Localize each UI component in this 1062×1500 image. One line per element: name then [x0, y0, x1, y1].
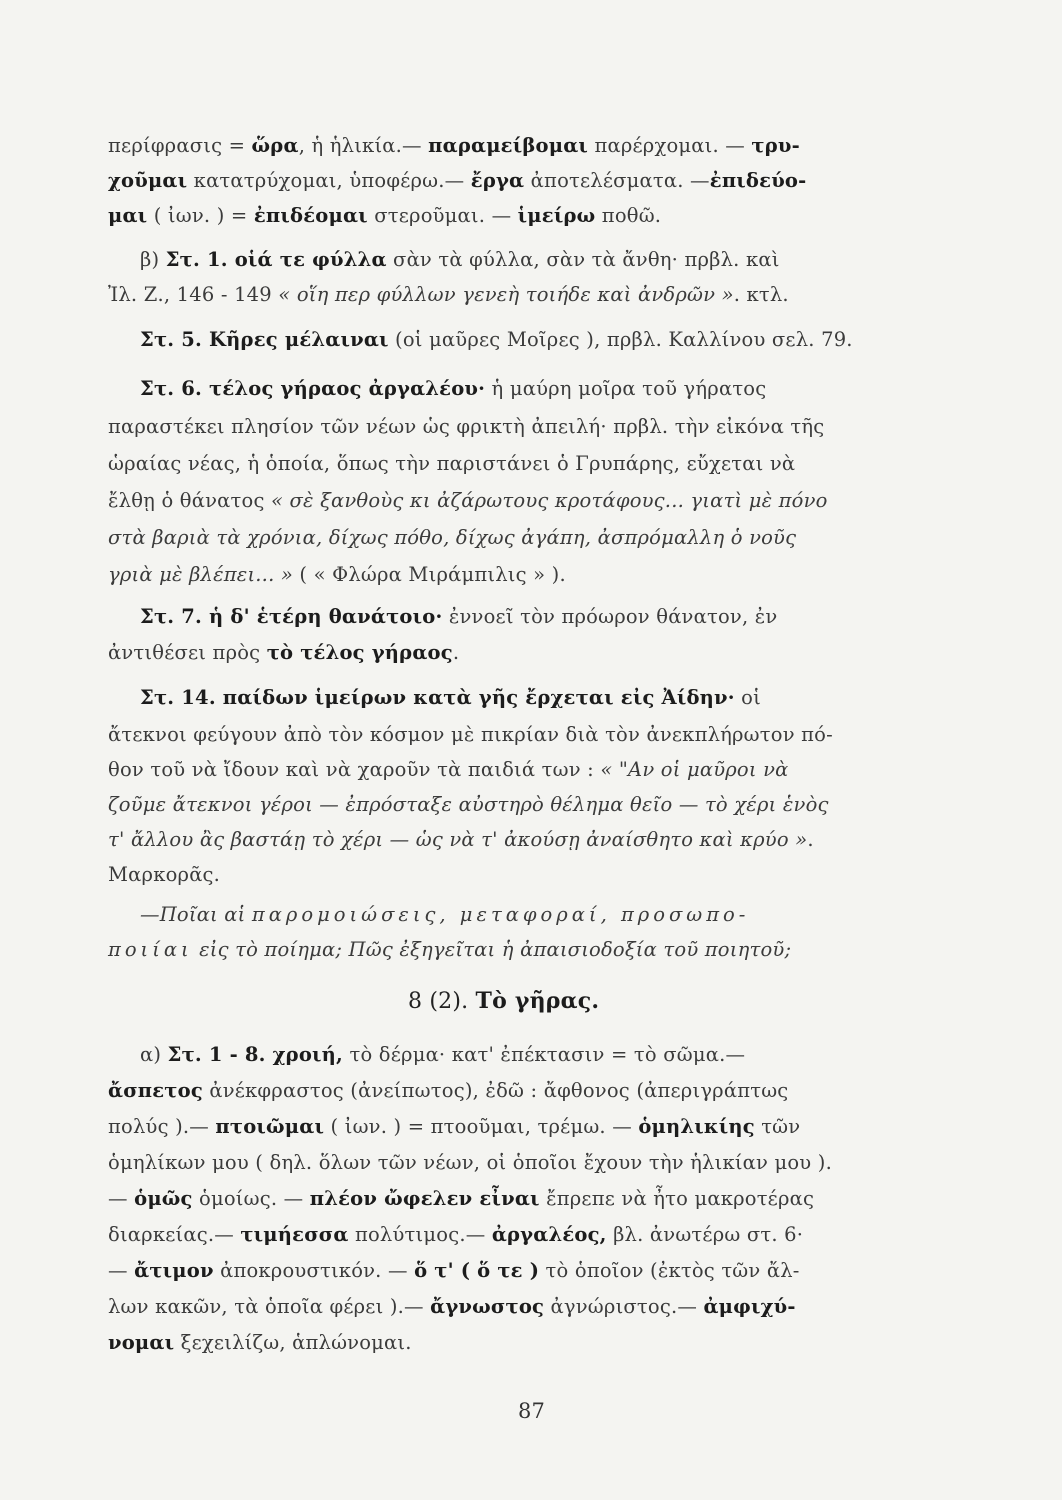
- text-line: [140, 602, 777, 632]
- text-line: [108, 166, 806, 196]
- italic-quote: « σὲ ξανθοὺς κι ἀζάρωτους κροτάφους... γιατὶ μὲ πόνο: [270, 489, 828, 512]
- text-run: περίφρασις =: [108, 134, 252, 157]
- section-number: 8 (2).: [408, 989, 476, 1014]
- text-line: [108, 790, 829, 820]
- text-line: [108, 1112, 800, 1142]
- text-line: [108, 486, 828, 516]
- text-run: .: [452, 641, 460, 664]
- bold-term: παραμείβομαι: [428, 134, 589, 157]
- text-line: [108, 1184, 814, 1214]
- text-line: [108, 825, 814, 855]
- bold-term: Στ. 6. τέλος γήραος ἀργαλέου·: [140, 377, 486, 400]
- text-line: [140, 245, 780, 275]
- text-line: [108, 638, 459, 668]
- bold-term: ἀργαλέος,: [491, 1223, 607, 1246]
- text-line: [140, 1040, 745, 1070]
- text-run: . κτλ.: [733, 283, 789, 306]
- text-line: [140, 374, 766, 404]
- text-run: ἔλθῃ ὁ θάνατος: [108, 489, 271, 512]
- text-run: ἐννοεῖ τὸν πρόωρον θάνατον, ἐν: [442, 605, 778, 628]
- text-run: ἀγνώριστος.—: [544, 1295, 704, 1318]
- text-run: στεροῦμαι. —: [367, 204, 518, 227]
- text-line: [140, 683, 761, 713]
- text-run: ἀποτελέσματα. —: [524, 169, 710, 192]
- italic-question: εἰς τὸ ποίημα; Πῶς ἐξηγεῖται ἡ ἀπαισιοδοξία τοῦ ποιητοῦ;: [192, 938, 792, 961]
- bold-term: Στ. 14. παίδων ἱμείρων κατὰ γῆς ἔρχεται εἰς Ἀίδην·: [140, 686, 735, 709]
- bold-term: χοῦμαι: [108, 169, 188, 192]
- bold-term: πλέον ὤφελεν εἶναι: [309, 1187, 540, 1210]
- text-line: [108, 201, 661, 231]
- bold-term: ὁμῶς: [134, 1187, 193, 1210]
- text-line: [108, 1076, 788, 1106]
- spaced-terms: ποιίαι: [108, 938, 193, 961]
- text-line: [108, 560, 566, 590]
- text-run: ἀντιθέσει πρὸς: [108, 641, 267, 664]
- italic-quote: « "Αν οἱ μαῦροι νὰ: [600, 758, 789, 781]
- text-line: [108, 1256, 800, 1286]
- bold-term: ἐπιδεύο-: [709, 169, 807, 192]
- bold-term: ἄσπετος: [108, 1079, 203, 1102]
- bold-term: νομαι: [108, 1331, 175, 1354]
- bold-term: τρυ-: [751, 134, 800, 157]
- text-run: Ἰλ. Ζ., 146 - 149: [108, 283, 279, 306]
- text-run: σὰν τὰ φύλλα, σὰν τὰ ἄνθη· πρβλ. καὶ: [386, 248, 780, 271]
- bold-term: Στ. 1 - 8. χροιή,: [167, 1043, 344, 1066]
- text-run: ( ἰων. ) = πτοοῦμαι, τρέμω. —: [324, 1115, 639, 1138]
- text-run: βλ. ἀνωτέρω στ. 6·: [606, 1223, 804, 1246]
- italic-quote: ζοῦμε ἄτεκνοι γέροι — ἐπρόσταξε αὐστηρὸ θέλημα θεῖο — τὸ χέρι ἑνὸς: [108, 793, 829, 816]
- text-line: [140, 325, 853, 355]
- text-run: ὁμηλίκων μου ( δηλ. ὅλων τῶν νέων, οἱ ὁποῖοι ἔχουν τὴν ἡλικίαν μου ).: [108, 1151, 832, 1174]
- text-run: β): [140, 248, 166, 271]
- text-line: [108, 280, 789, 310]
- text-run: —: [108, 1259, 135, 1282]
- bold-term: ὁμηλικίης: [638, 1115, 755, 1138]
- text-run: πολύτιμος.—: [348, 1223, 492, 1246]
- text-line: [108, 131, 800, 161]
- bold-term: Στ. 1. οἱά τε φύλλα: [165, 248, 387, 271]
- spaced-terms: παρομοιώσεις, μεταφοραί, προσωπο-: [251, 903, 750, 926]
- text-run: λων κακῶν, τὰ ὁποῖα φέρει ).—: [108, 1295, 431, 1318]
- text-run: ἄτεκνοι φεύγουν ἀπὸ τὸν κόσμον μὲ πικρίαν διὰ τὸν ἀνεκπλήρωτον πό-: [108, 723, 833, 746]
- text-run: ποθῶ.: [595, 204, 662, 227]
- text-run: πολύς ).—: [108, 1115, 216, 1138]
- text-run: α): [140, 1043, 168, 1066]
- text-run: τῶν: [754, 1115, 801, 1138]
- bold-term: ὥρα: [251, 134, 299, 157]
- text-run: παραστέκει πλησίον τῶν νέων ὡς φρικτὴ ἀπειλή· πρβλ. τὴν εἰκόνα τῆς: [108, 415, 825, 438]
- text-run: (οἱ μαῦρες Μοῖρες ), πρβλ. Καλλίνου σελ. 79.: [388, 328, 853, 351]
- italic-quote: τ' ἄλλου ἂς βαστάῃ τὸ χέρι — ὡς νὰ τ' ἀκούσῃ ἀναίσθητο καὶ κρύο »: [108, 828, 808, 851]
- bold-term: ἐπιδέομαι: [253, 204, 368, 227]
- text-run: οἱ: [734, 686, 761, 709]
- text-run: ( « Φλώρα Μιράμπιλις » ).: [293, 563, 566, 586]
- text-run: , ἡ ἡλικία.—: [298, 134, 429, 157]
- text-run: Μαρκορᾶς.: [108, 863, 221, 886]
- bold-term: ἱμείρω: [517, 204, 596, 227]
- bold-term: μαι: [108, 204, 148, 227]
- text-run: .: [807, 828, 814, 851]
- text-run: —: [108, 1187, 135, 1210]
- page-number: 87: [518, 1399, 546, 1423]
- text-line: [140, 900, 749, 930]
- text-run: κατατρύχομαι, ὑποφέρω.—: [187, 169, 471, 192]
- text-run: ὡραίας νέας, ἡ ὁποία, ὅπως τὴν παριστάνει ὁ Γρυπάρης, εὔχεται νὰ: [108, 452, 796, 475]
- italic-question: —Ποῖαι αἱ: [140, 903, 252, 926]
- text-line: [108, 449, 795, 479]
- italic-quote: γριὰ μὲ βλέπει... »: [108, 563, 294, 586]
- text-line: [108, 755, 789, 785]
- bold-term: Στ. 5. Κῆρες μέλαιναι: [140, 328, 389, 351]
- text-run: ὁμοίως. —: [192, 1187, 310, 1210]
- text-line: [108, 1328, 412, 1358]
- text-run: ἡ μαύρη μοῖρα τοῦ γήρατος: [485, 377, 767, 400]
- text-line: [108, 860, 220, 890]
- italic-quote: στὰ βαριὰ τὰ χρόνια, δίχως πόθο, δίχως ἀγάπη, ἀσπρόμαλλη ὁ νοῦς: [108, 526, 797, 549]
- bold-term: τιμήεσσα: [240, 1223, 349, 1246]
- bold-term: ὅ τ' ( ὅ τε ): [414, 1259, 540, 1282]
- section-title: Τὸ γῆρας.: [475, 988, 600, 1014]
- text-run: θον τοῦ νὰ ἴδουν καὶ νὰ χαροῦν τὰ παιδιά των :: [108, 758, 601, 781]
- bold-term: Στ. 7. ἡ δ' ἑτέρη θανάτοιο·: [140, 605, 443, 628]
- section-heading: [408, 986, 599, 1017]
- text-line: [108, 1220, 803, 1250]
- bold-term: ἔργα: [470, 169, 525, 192]
- text-line: [108, 720, 833, 750]
- text-line: [108, 1292, 796, 1322]
- bold-term: ἄτιμον: [134, 1259, 214, 1282]
- text-line: [108, 523, 796, 553]
- text-line: [108, 1148, 832, 1178]
- text-run: ( ἰων. ) =: [147, 204, 254, 227]
- bold-term: ἄγνωστος: [430, 1295, 545, 1318]
- text-run: τὸ δέρμα· κατ' ἐπέκτασιν = τὸ σῶμα.—: [343, 1043, 746, 1066]
- text-run: ξεχειλίζω, ἁπλώνομαι.: [174, 1331, 412, 1354]
- text-run: ἀποκρουστικόν. —: [213, 1259, 415, 1282]
- bold-term: τὸ τέλος γήραος: [266, 641, 453, 664]
- text-run: παρέρχομαι. —: [588, 134, 752, 157]
- text-run: τὸ ὁποῖον (ἐκτὸς τῶν ἄλ-: [539, 1259, 800, 1282]
- text-line: [108, 935, 791, 965]
- text-line: [108, 412, 824, 442]
- bold-term: πτοιῶμαι: [215, 1115, 325, 1138]
- text-run: ἔπρεπε νὰ ἦτο μακροτέρας: [539, 1187, 815, 1210]
- italic-quote: « οἵη περ φύλλων γενεὴ τοιήδε καὶ ἀνδρῶν »: [278, 283, 734, 306]
- bold-term: ἀμφιχύ-: [703, 1295, 796, 1318]
- text-run: διαρκείας.—: [108, 1223, 241, 1246]
- text-run: ἀνέκφραστος (ἀνείπωτος), ἐδῶ : ἄφθονος (ἀπεριγράπτως: [202, 1079, 789, 1102]
